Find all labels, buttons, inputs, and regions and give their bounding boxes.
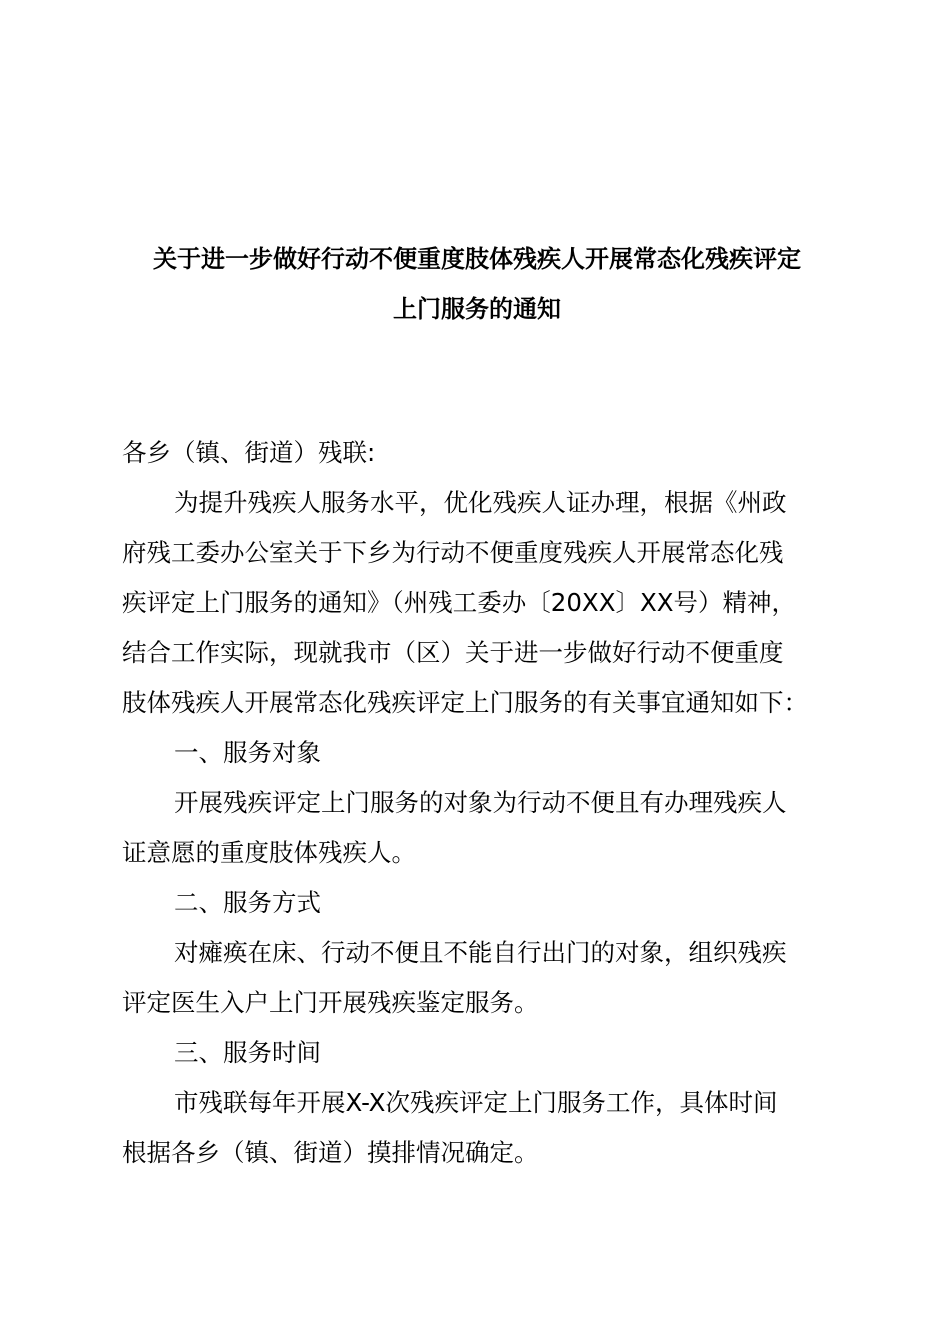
section-heading-2: 二、服务方式 [174, 888, 321, 917]
document-title [120, 234, 834, 334]
body-line-1: 为提升残疾人服务水平，优化残疾人证办理，根据《州政 [174, 488, 787, 517]
body-line-10: 对瘫痪在床、行动不便且不能自行出门的对象，组织残疾 [174, 938, 787, 967]
body-line-4: 结合工作实际，现就我市（区）关于进一步做好行动不便重度 [122, 638, 784, 667]
body-line-8: 证意愿的重度肢体残疾人。 [122, 838, 416, 867]
body-line-13: 市残联每年开展X-X次残疾评定上门服务工作，具体时间 [174, 1088, 778, 1117]
section-heading-3: 三、服务时间 [174, 1038, 321, 1067]
title-line-1: 关于进一步做好行动不便重度肢体残疾人开展常态化残疾评定 [153, 245, 801, 273]
section-heading-1: 一、服务对象 [174, 738, 321, 767]
body-line-5: 肢体残疾人开展常态化残疾评定上门服务的有关事宜通知如下： [122, 688, 808, 717]
body-line-7: 开展残疾评定上门服务的对象为行动不便且有办理残疾人 [174, 788, 787, 817]
body-line-3: 疾评定上门服务的通知》（州残工委办〔20XX〕XX号）精神， [122, 588, 797, 617]
document-body [122, 428, 838, 1178]
title-line-2: 上门服务的通知 [393, 295, 561, 323]
body-line-2: 府残工委办公室关于下乡为行动不便重度残疾人开展常态化残 [122, 538, 784, 567]
body-line-11: 评定医生入户上门开展残疾鉴定服务。 [122, 988, 539, 1017]
body-line-14: 根据各乡（镇、街道）摸排情况确定。 [122, 1138, 539, 1167]
salutation: 各乡（镇、街道）残联: [122, 438, 376, 467]
